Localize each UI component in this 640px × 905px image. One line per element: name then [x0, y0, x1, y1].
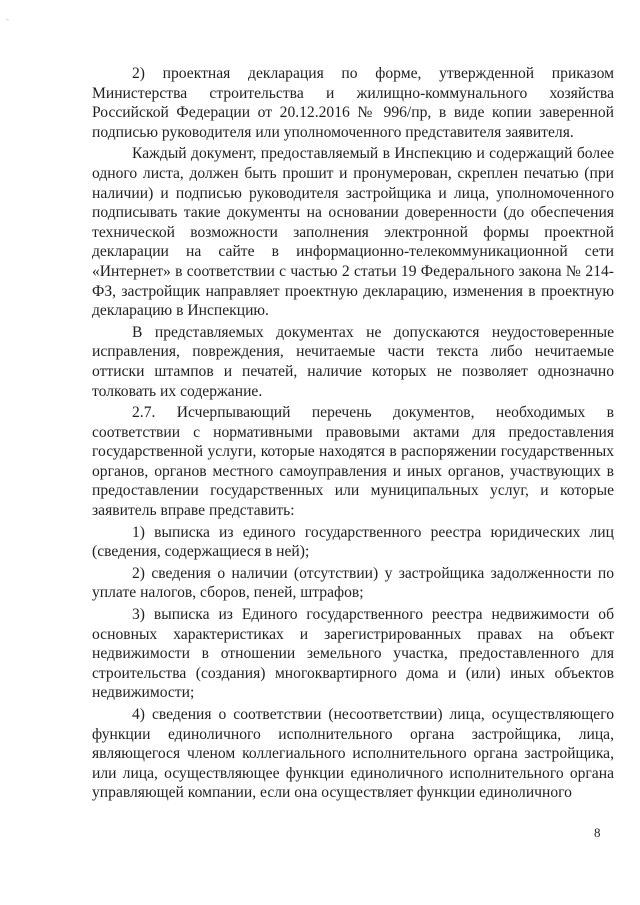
paragraph-project-declaration: 2) проектная декларация по форме, утвержденной приказом Министерства строительства и жилищно-коммунального хозяйства Российской Федерации от 20.12.2016 № 996/пр, в виде копии заверенной подписью руководителя или уполномоченного представителя заявителя. [92, 65, 614, 141]
list-item-1: 1) выписка из единого государственного реестра юридических лиц (сведения, содержащиеся в ней); [92, 523, 614, 561]
page-number: 8 [594, 825, 601, 840]
scan-corner-mark: - [6, 14, 9, 24]
list-item-2: 2) сведения о наличии (отсутствии) у застройщика задолженности по уплате налогов, сборов, пеней, штрафов; [92, 564, 614, 602]
paragraph-section-2-7: 2.7. Исчерпывающий перечень документов, необходимых в соответствии с нормативными правовыми актами для предоставления государственной услуги, которые находятся в распоряжении государственных органов, органов местного самоуправления и иных органов, участвующих в предоставлении государственных или муниципальных услуг, и которые заявитель вправе представить: [92, 404, 614, 520]
list-item-4: 4) сведения о соответствии (несоответствии) лица, осуществляющего функции единоличного исполнительного органа застройщика, лица, являющегося членом коллегиального исполнительного органа застройщика, или лица, осуществляющее функции единоличного исполнительного органа управляющей компании, если она осуществляет функции единоличного [92, 706, 614, 802]
paragraph-no-corrections: В представляемых документах не допускаются неудостоверенные исправления, повреждения, нечитаемые части текста либо нечитаемые оттиски штампов и печатей, наличие которых не позволяет однозначно толковать их содержание. [92, 323, 614, 400]
document-body [92, 64, 614, 803]
list-item-3: 3) выписка из Единого государственного реестра недвижимости об основных характеристиках и зарегистрированных правах на объект недвижимости в отношении земельного участка, предоставленного для строительства (создания) многоквартирного дома и (или) иных объектов недвижимости; [92, 606, 614, 702]
paragraph-document-binding: Каждый документ, предоставляемый в Инспекцию и содержащий более одного листа, должен быть прошит и пронумерован, скреплен печатью (при наличии) и подписью руководителя застройщика и лица, уполномоченного подписывать такие документы на основании доверенности (до обеспечения технической возможности заполнения электронной формы проектной декларации на сайте в информационно-телекоммуникационной сети «Интернет» в соответствии с частью 2 статьи 19 Федерального закона № 214-ФЗ, застройщик направляет проектную декларацию, изменения в проектную декларацию в Инспекцию. [92, 145, 614, 320]
